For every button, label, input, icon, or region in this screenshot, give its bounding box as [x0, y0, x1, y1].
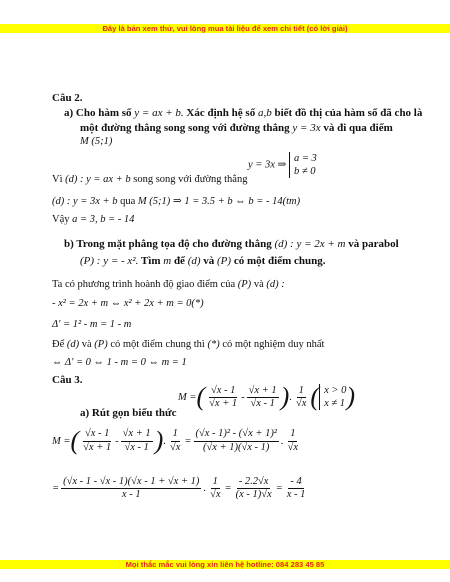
simplify-row-1: [52, 428, 302, 454]
r2-fraction-g2: [285, 476, 308, 501]
cond-paren-close: ): [346, 382, 355, 412]
system-row-1: a = 3: [293, 153, 317, 164]
condition-1: x > 0: [324, 385, 347, 396]
fraction-2-den: √x - 1: [250, 397, 275, 409]
system-lhs: y = 3x ⇒: [248, 159, 287, 171]
sol1-c: song song với đường thẳng: [133, 174, 248, 185]
r1-fraction-1-num: √x - 1: [83, 428, 111, 441]
part-b-text-3: Tìm: [140, 255, 161, 267]
r1-paren-open: (: [70, 426, 80, 455]
coefficients-ab: a,b: [257, 107, 272, 119]
step1-d: (d) :: [266, 279, 285, 290]
r1-fraction-3-den: √x: [169, 441, 181, 453]
r1-fraction-2: [121, 428, 153, 453]
r1-paren-close: ): [154, 426, 164, 455]
r2-big-fraction: [61, 476, 201, 501]
r2-big-fraction-den: x - 1: [121, 489, 141, 501]
step1-a: Ta có phương trình hoành độ giao điểm của: [52, 279, 236, 290]
system-row-2: b ≠ 0: [293, 166, 316, 178]
point-m: M (5;1): [80, 136, 113, 147]
r2-equals-2: =: [224, 483, 232, 495]
part-a-text-3: biết đồ thị của hàm số đã cho là: [274, 107, 423, 119]
r1-fraction-4-den: √x: [287, 441, 299, 453]
fraction-1-num: √x - 1: [209, 385, 237, 398]
r2-equals: =: [52, 483, 60, 495]
r1-fraction-4-num: 1: [288, 428, 297, 441]
r2-fraction-g2-num: - 4: [288, 476, 303, 489]
parallel-line-equation: y = 3x: [292, 122, 321, 134]
part-a-text-5: và đi qua điểm: [323, 122, 393, 134]
r1-m-label: M =: [52, 435, 71, 447]
fraction-3: [294, 385, 308, 410]
r1-equals: =: [184, 435, 192, 447]
step1-c: và: [253, 279, 264, 290]
part-b-text-4: để: [173, 255, 185, 267]
r2-big-fraction-num: (√x - 1 - √x - 1)(√x - 1 + √x + 1): [61, 476, 201, 489]
question-2-title: Câu 2.: [52, 92, 83, 104]
part-3a-text: Rút gọn biểu thức: [91, 407, 177, 419]
part-a-line-2: [80, 122, 393, 134]
step4-f: (*): [207, 339, 220, 350]
part-a-text-2: Xác định hệ số: [186, 107, 256, 119]
part-a-text-1: Cho hàm số: [75, 107, 132, 119]
part-a-label: a): [64, 107, 74, 119]
r1-dot-2: .: [280, 435, 284, 447]
step4-c: và: [81, 339, 92, 350]
part-b-line-1: [64, 238, 399, 250]
sol1-a: Vì: [52, 174, 63, 185]
sol3-a: Vậy: [52, 214, 70, 225]
r1-big-fraction-den: (√x + 1)(√x - 1): [203, 441, 270, 453]
r2-fraction-g1-den: (x - 1)√x: [235, 489, 272, 501]
step-1: [52, 279, 285, 290]
step4-b: (d): [66, 339, 80, 350]
condition-2: x ≠ 1: [324, 398, 346, 410]
hotline-notice: Mọi thắc mắc vui lòng xin liên hệ hotline: 084 283 45 85: [0, 560, 450, 569]
step-5-conclusion: ⇔ Δ' = 0 ⇔ 1 - m = 0 ⇔ m = 1: [52, 357, 187, 368]
ref-p: (P): [217, 255, 232, 267]
fraction-3-den: √x: [295, 397, 307, 409]
step-4: [52, 339, 324, 350]
step4-d: (P): [94, 339, 108, 350]
r1-minus: -: [115, 435, 119, 447]
part-b-text-5: và: [203, 255, 215, 267]
minus-sign: -: [241, 391, 245, 403]
question-3-title: Câu 3.: [52, 374, 83, 386]
fraction-1-den: √x + 1: [209, 397, 238, 409]
fraction-2: [247, 385, 279, 410]
part-a-line-1: [64, 107, 422, 119]
preview-notice: Đây là bản xem thử, vui lòng mua tài liệu để xem chi tiết (có lời giải): [0, 24, 450, 33]
step4-a: Để: [52, 339, 65, 350]
system-condition: [248, 152, 317, 178]
r2-fraction-g1: [234, 476, 274, 501]
r1-fraction-4: [286, 428, 300, 453]
r2-fraction-g2-den: x - 1: [286, 489, 306, 501]
sol3-b: a = 3, b = - 14: [72, 214, 135, 225]
ref-d: (d): [187, 255, 201, 267]
part-b-text-1: Trong mặt phẳng tọa độ cho đường thẳng: [76, 238, 272, 250]
solution-line-2: [52, 195, 300, 207]
function-equation: y = ax + b.: [134, 107, 184, 119]
line-d-equation: (d) : y = 2x + m: [274, 238, 346, 250]
sol2-b: qua: [120, 196, 136, 207]
part-b-text-2: và parabol: [348, 238, 399, 250]
r1-fraction-1: [81, 428, 113, 453]
r1-fraction-3-num: 1: [171, 428, 180, 441]
solution-line-3: [52, 214, 134, 225]
expression-m: [178, 384, 355, 410]
part-b-label: b): [64, 238, 74, 250]
sol2-c: M (5;1) ⇒ 1 = 3.5 + b ⇔ b = - 14(tm): [137, 196, 301, 207]
r1-fraction-2-num: √x + 1: [121, 428, 153, 441]
part-b-line-2: [80, 255, 325, 267]
step1-b: (P): [237, 279, 252, 290]
dot-sign: .: [289, 391, 292, 403]
part-3a-label: a): [80, 407, 90, 419]
condition-brace: [319, 384, 346, 410]
r2-dot: .: [203, 483, 207, 495]
r1-fraction-1-den: √x + 1: [83, 441, 112, 453]
r2-fraction-g1-num: - 2.2√x: [237, 476, 271, 489]
r1-fraction-2-den: √x - 1: [124, 441, 149, 453]
r1-big-fraction-num: (√x - 1)² - (√x + 1)²: [194, 428, 279, 441]
step-3-discriminant: Δ' = 1² - m = 1 - m: [52, 319, 132, 330]
r2-equals-3: =: [275, 483, 283, 495]
step4-g: có một nghiệm duy nhất: [222, 339, 325, 350]
r2-fraction-sqrt-num: 1: [211, 476, 220, 489]
fraction-3-num: 1: [297, 385, 306, 398]
r1-dot: .: [163, 435, 166, 447]
parabola-equation: (P) : y = - x².: [80, 255, 139, 267]
paren-open: (: [196, 382, 206, 412]
part-3a: [80, 407, 176, 419]
part-b-text-6: có một điểm chung.: [233, 255, 326, 267]
part-a-text-4: một đường thẳng song song với đường thẳng: [80, 122, 290, 134]
sol2-a: (d) : y = 3x + b: [52, 196, 118, 207]
fraction-2-num: √x + 1: [247, 385, 279, 398]
m-label: M =: [178, 391, 197, 403]
parameter-m: m: [163, 255, 172, 267]
r1-fraction-3: [168, 428, 182, 453]
r1-big-fraction: [194, 428, 279, 453]
sol1-b: (d) : y = ax + b: [65, 174, 131, 185]
cond-paren-open: (: [310, 382, 320, 412]
step-2-equation: - x² = 2x + m ⇔ x² + 2x + m = 0(*): [52, 298, 204, 309]
paren-close: ): [280, 382, 290, 412]
step4-e: có một điểm chung thì: [110, 339, 205, 350]
r2-fraction-sqrt-den: √x: [210, 489, 221, 501]
fraction-1: [207, 385, 239, 410]
system-brace: [289, 152, 317, 178]
r2-fraction-sqrt: [208, 476, 222, 501]
simplify-row-2: [52, 476, 309, 501]
solution-line-1: [52, 174, 247, 185]
